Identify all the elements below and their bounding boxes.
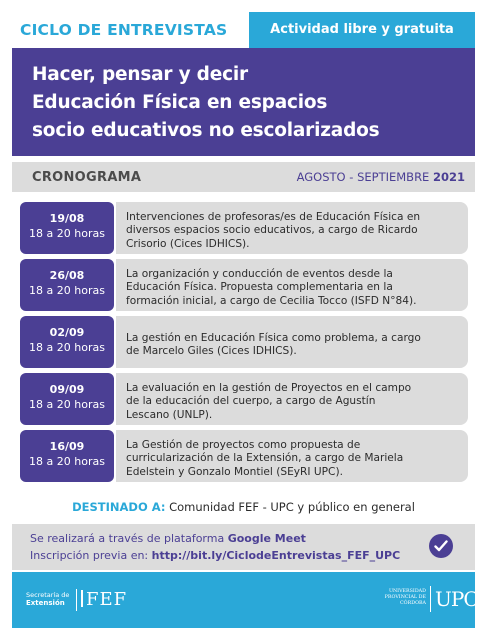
info-panel <box>12 524 475 570</box>
session-hours: 18 a 20 horas <box>29 227 105 240</box>
session-date-box <box>20 316 114 368</box>
session-item <box>16 259 470 311</box>
schedule-band <box>12 162 475 192</box>
platform-line <box>30 530 475 547</box>
session-date-box <box>20 430 114 482</box>
description-line: La organización y conducción de eventos desde la <box>126 267 393 280</box>
description-line: La gestión en Educación Física como problema, a cargo <box>126 331 421 344</box>
session-date: 09/09 <box>49 383 85 396</box>
description-line: de la educación del cuerpo, a cargo de Agustín <box>126 395 376 408</box>
session-description <box>116 202 468 254</box>
series-title: CICLO DE ENTREVISTAS <box>12 12 244 48</box>
university-line: UNIVERSIDAD <box>388 589 426 594</box>
period-year: 2021 <box>432 170 465 184</box>
session-hours: 18 a 20 horas <box>29 284 105 297</box>
audience-line <box>0 500 487 514</box>
session-hours: 18 a 20 horas <box>29 341 105 354</box>
session-hours: 18 a 20 horas <box>29 455 105 468</box>
check-circle-icon <box>429 534 453 558</box>
description-line: La Gestión de proyectos como propuesta de <box>126 438 361 451</box>
registration-link[interactable]: http://bit.ly/CiclodeEntrevistas_FEF_UPC <box>151 549 401 562</box>
free-activity-badge: Actividad libre y gratuita <box>249 12 475 48</box>
description-line: La evaluación en la gestión de Proyectos en el campo <box>126 381 412 394</box>
description-line: formación inicial, a cargo de Cecilia Tocco (ISFD N°84). <box>126 294 417 307</box>
session-item <box>16 373 470 425</box>
secretaria-extension-logo <box>26 591 69 607</box>
description-line: Intervenciones de profesoras/es de Educación Física en <box>126 210 421 223</box>
description-line: Edelstein y Gonzalo Montiel (SEyRI UPC). <box>126 465 343 478</box>
registration-prefix: Inscripción previa en: <box>30 549 149 562</box>
registration-line <box>30 547 475 564</box>
session-description <box>116 373 468 425</box>
session-item <box>16 430 470 482</box>
description-line: Lescano (UNLP). <box>126 408 213 421</box>
university-line: PROVINCIAL DE <box>384 595 426 600</box>
secretaria-line: Secretaría de <box>26 591 70 599</box>
session-date-box <box>20 202 114 254</box>
fef-logo <box>76 589 127 611</box>
description-line: de Marcelo Giles (Cices IDHICS). <box>126 345 297 357</box>
session-date-box <box>20 259 114 311</box>
session-description <box>116 430 468 482</box>
session-description <box>116 316 468 368</box>
main-title <box>12 48 475 156</box>
footer <box>12 572 478 628</box>
university-line: CÓRDOBA <box>400 601 426 606</box>
session-list <box>16 202 470 487</box>
title-line: socio educativos no escolarizados <box>32 120 380 141</box>
session-date: 26/08 <box>49 269 85 282</box>
university-name <box>362 589 426 607</box>
schedule-label: CRONOGRAMA <box>32 169 142 185</box>
audience-label: DESTINADO A: <box>72 500 166 514</box>
schedule-period <box>297 170 465 184</box>
description-line: diversos espacios socio educativos, a cargo de Ricardo <box>126 224 418 237</box>
fef-logo-text: FEF <box>86 589 128 610</box>
title-line: Educación Física en espacios <box>32 92 328 113</box>
session-date: 16/09 <box>49 440 85 453</box>
extension-line: Extensión <box>26 599 65 607</box>
session-date: 02/09 <box>49 326 85 339</box>
session-item <box>16 316 470 368</box>
upc-logo: UPC <box>430 586 478 612</box>
platform-name: Google Meet <box>227 532 306 545</box>
description-line: Crisorio (Cices IDHICS). <box>126 237 250 250</box>
description-line: Educación Física. Propuesta complementaria en la <box>126 281 393 294</box>
session-hours: 18 a 20 horas <box>29 398 105 411</box>
session-date-box <box>20 373 114 425</box>
audience-value: Comunidad FEF - UPC y público en general <box>169 500 415 514</box>
session-item <box>16 202 470 254</box>
platform-prefix: Se realizará a través de plataforma <box>30 532 225 545</box>
description-line: curricularización de la Extensión, a cargo de Mariela <box>126 452 404 465</box>
session-date: 19/08 <box>49 212 85 225</box>
session-description <box>116 259 468 311</box>
period-months: AGOSTO - SEPTIEMBRE <box>296 170 430 184</box>
title-line: Hacer, pensar y decir <box>32 64 248 85</box>
